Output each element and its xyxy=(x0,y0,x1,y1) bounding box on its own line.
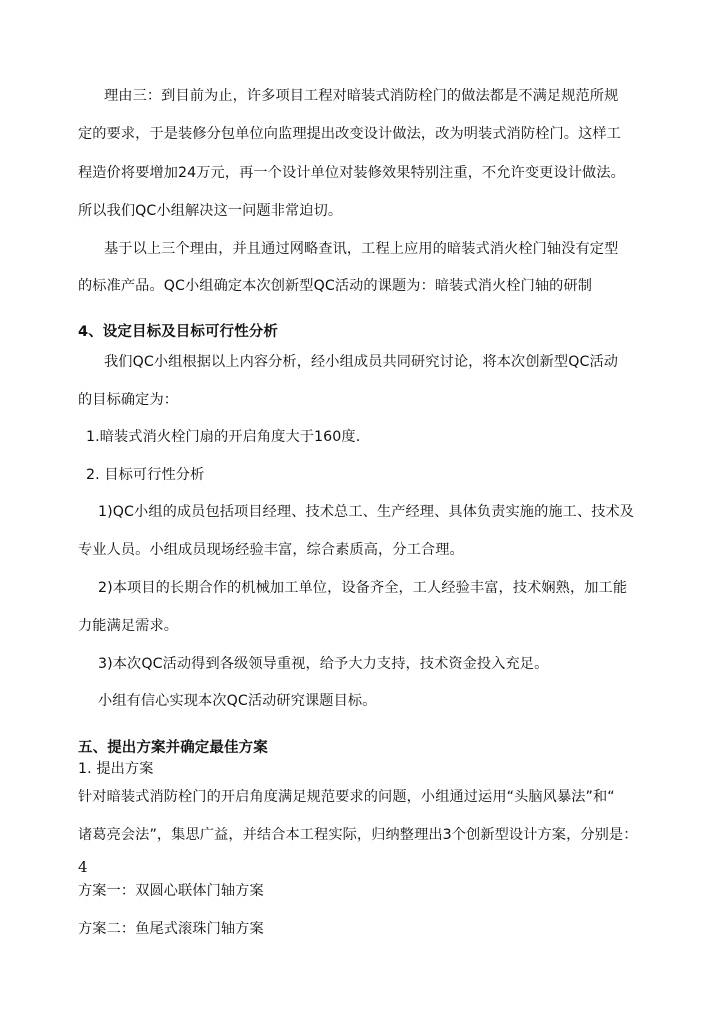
section-5-sub-heading: 1. 提出方案 xyxy=(78,761,154,777)
goal-item: 1.暗装式消火栓门扇的开启角度大于160度. xyxy=(86,429,361,445)
topic-line-2: 的标准产品。QC小组确定本次创新型QC活动的课题为：暗装式消火栓门轴的研制 xyxy=(78,278,593,294)
plan-2: 方案二：鱼尾式滚珠门轴方案 xyxy=(78,921,264,937)
feasibility-item-3: 3)本次QC活动得到各级领导重视，给予大力支持，技术资金投入充足。 xyxy=(98,656,549,672)
section-5-para-line-1: 针对暗装式消防栓门的开启角度满足规范要求的问题，小组通过运用“头脑风暴法”和“ xyxy=(78,789,615,805)
reason3-line-3: 程造价将要增加24万元，再一个设计单位对装修效果特别注重，不允许变更设计做法。 xyxy=(78,165,625,181)
feasibility-item-2-line-2: 力能满足需求。 xyxy=(78,618,179,634)
topic-line-1: 基于以上三个理由，并且通过网略查讯，工程上应用的暗装式消火栓门轴没有定型 xyxy=(104,241,619,257)
feasibility-item-1-line-2: 专业人员。小组成员现场经验丰富，综合素质高，分工合理。 xyxy=(78,542,464,558)
section-4-heading: 4、设定目标及目标可行性分析 xyxy=(78,324,278,340)
reason3-line-2: 定的要求，于是装修分包单位向监理提出改变设计做法，改为明装式消防栓门。这样工 xyxy=(78,126,621,142)
section-5-para-line-2: 诸葛亮会法”，集思广益，并结合本工程实际，归纳整理出3个创新型设计方案，分别是： xyxy=(78,827,638,843)
section-4-intro-line-2: 的目标确定为： xyxy=(78,392,179,408)
reason3-line-4: 所以我们QC小组解决这一问题非常迫切。 xyxy=(78,203,343,219)
feasibility-heading: 2. 目标可行性分析 xyxy=(86,467,205,483)
section-5-heading: 五、提出方案并确定最佳方案 xyxy=(78,740,268,756)
conclusion: 小组有信心实现本次QC活动研究课题目标。 xyxy=(98,693,377,709)
plan-1: 方案一：双圆心联体门轴方案 xyxy=(78,883,264,899)
page-number: 4 xyxy=(78,858,88,876)
feasibility-item-2-line-1: 2)本项目的长期合作的机械加工单位，设备齐全，工人经验丰富，技术娴熟，加工能 xyxy=(98,580,628,596)
section-4-intro-line-1: 我们QC小组根据以上内容分析，经小组成员共同研究讨论，将本次创新型QC活动 xyxy=(104,354,619,370)
feasibility-item-1-line-1: 1)QC小组的成员包括项目经理、技术总工、生产经理、具体负责实施的施工、技术及 xyxy=(98,504,635,520)
reason3-line-1: 理由三：到目前为止，许多项目工程对暗装式消防栓门的做法都是不满足规范所规 xyxy=(104,88,619,104)
